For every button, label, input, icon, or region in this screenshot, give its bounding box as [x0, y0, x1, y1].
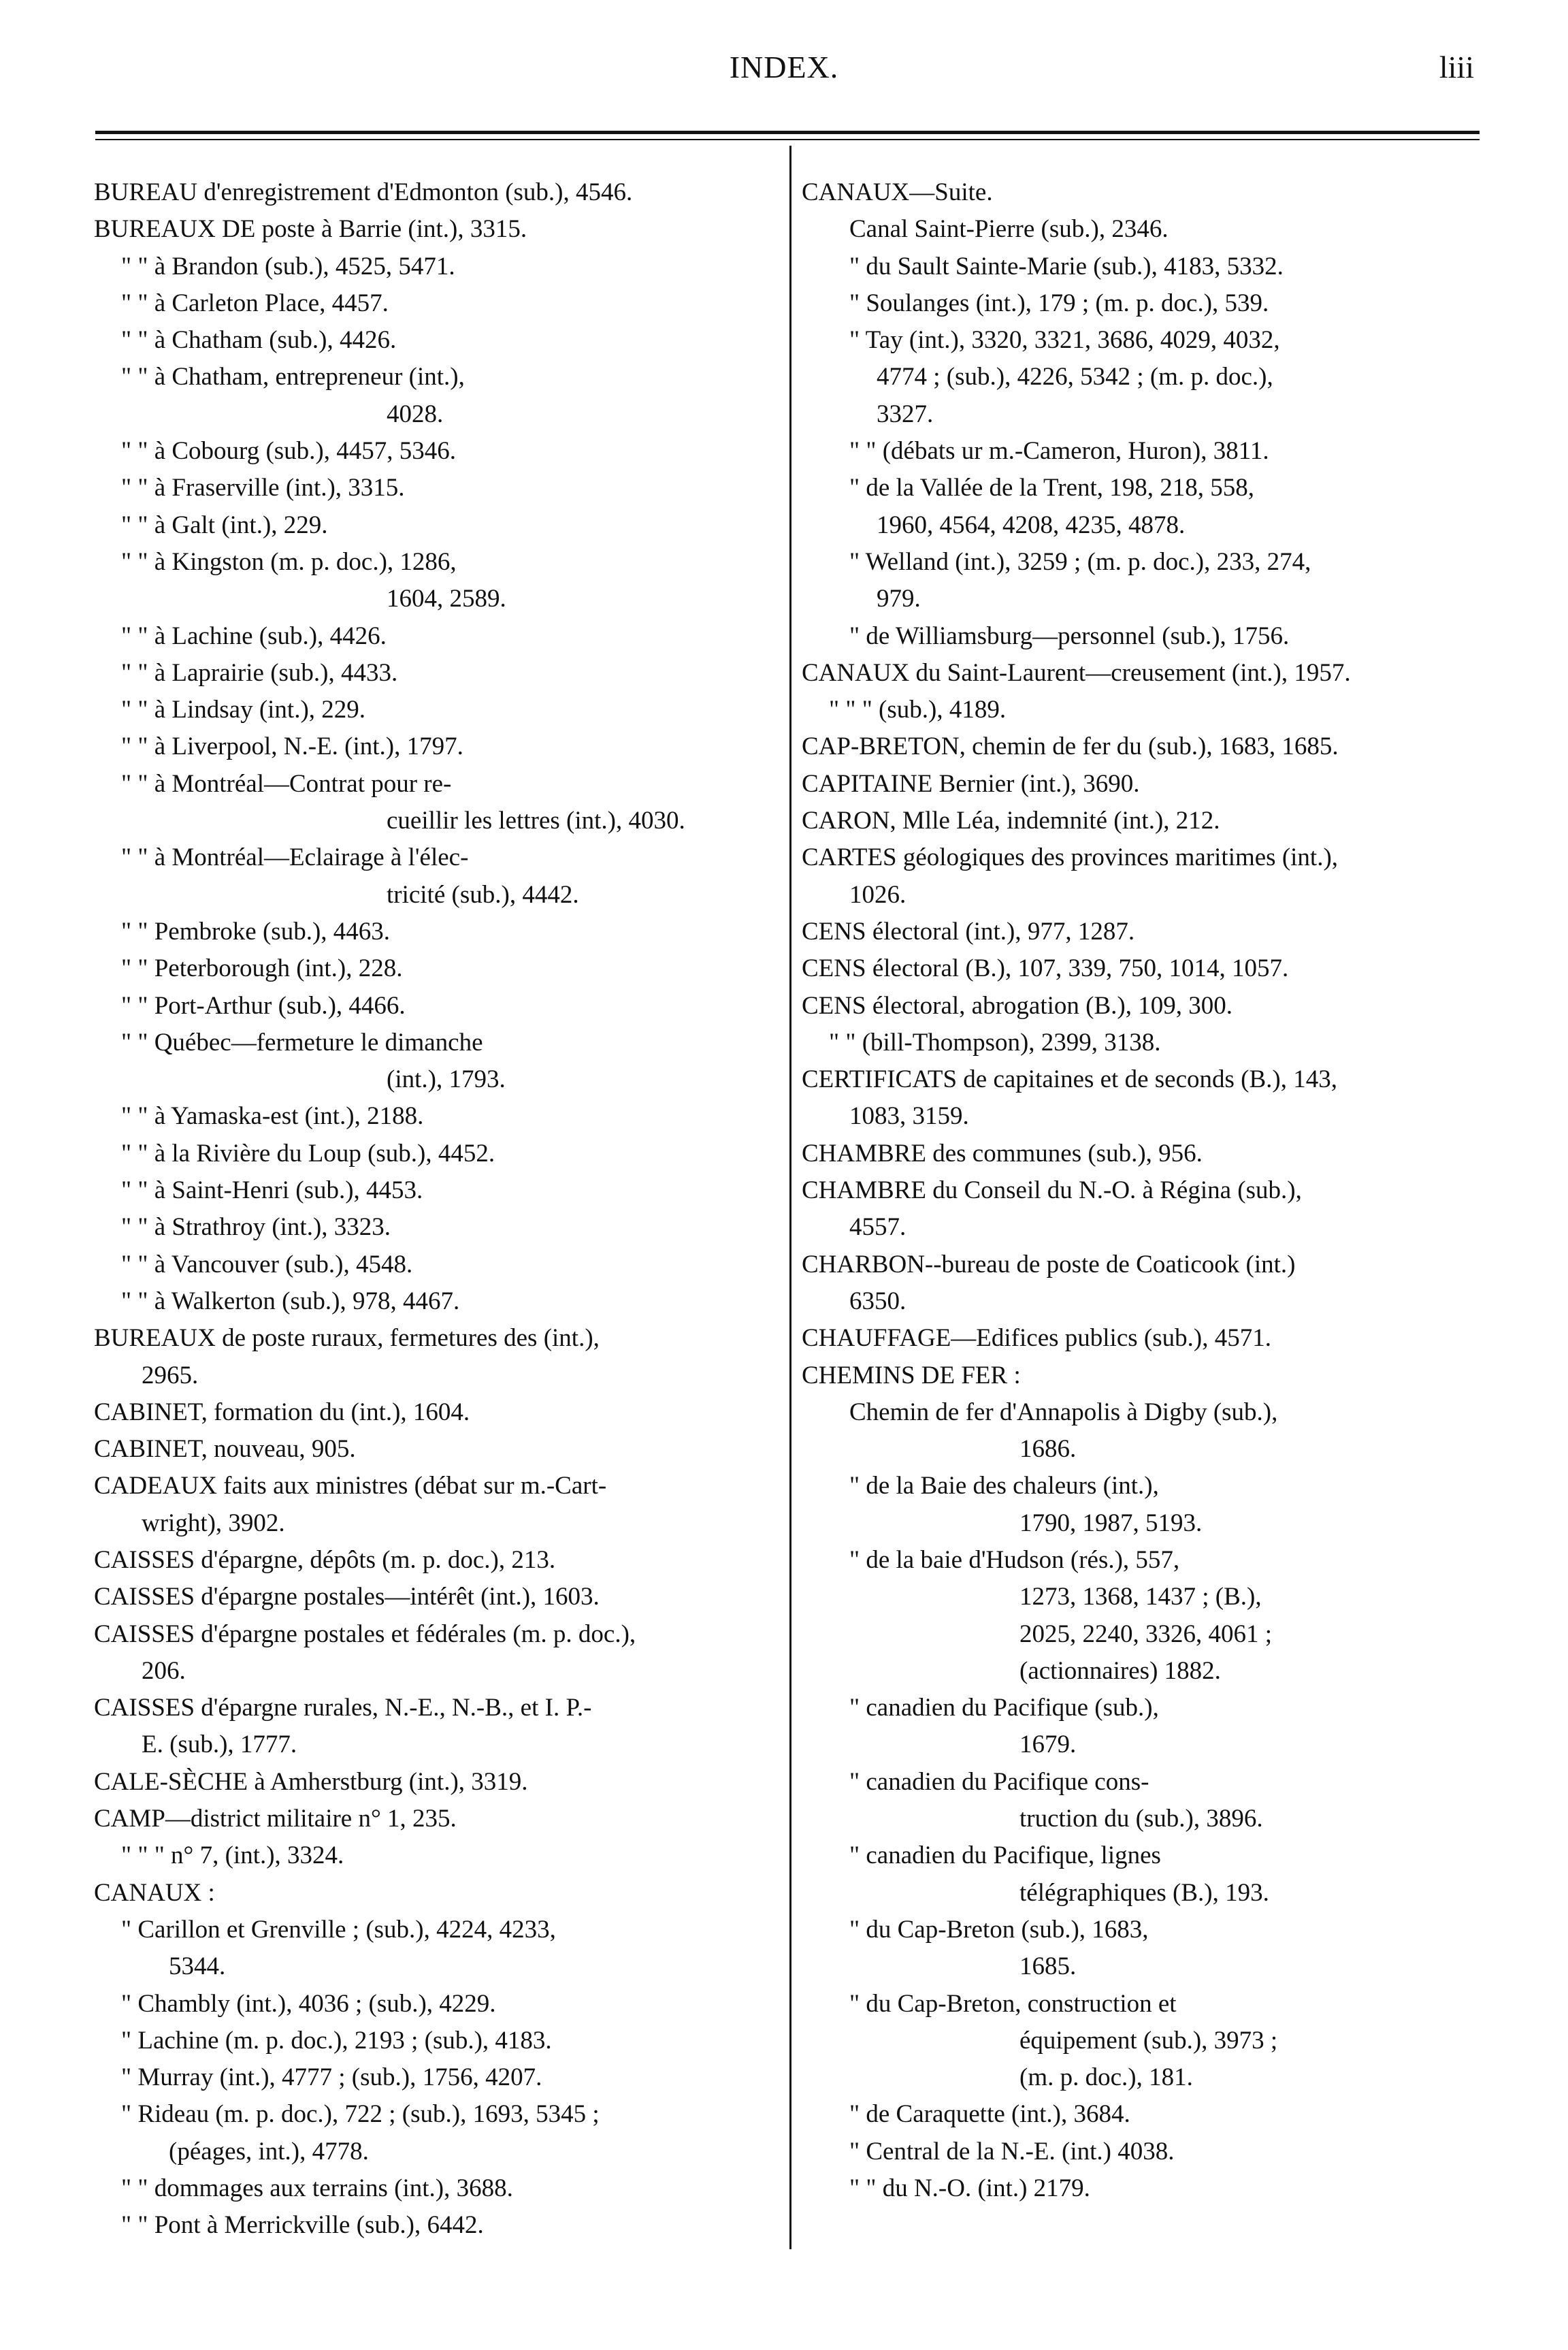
index-entry: 979.	[877, 585, 921, 613]
index-entry: 4557.	[849, 1213, 906, 1242]
index-entry: " canadien du Pacifique, lignes	[849, 1841, 1161, 1870]
left-column	[94, 174, 774, 2244]
index-entry: " " (débats ur m.-Cameron, Huron), 3811.	[849, 437, 1269, 466]
index-entry: BUREAUX de poste ruraux, fermetures des (int.),	[94, 1324, 600, 1353]
index-entry: " " " n° 7, (int.), 3324.	[121, 1841, 344, 1870]
index-entry: équipement (sub.), 3973 ;	[1019, 2026, 1278, 2055]
index-entry: " du Cap-Breton, construction et	[849, 1989, 1177, 2018]
index-entry: (actionnaires) 1882.	[1019, 1656, 1221, 1685]
index-entry: " " Pembroke (sub.), 4463.	[121, 917, 391, 946]
index-entry: 1685.	[1019, 1952, 1077, 1981]
index-entry: " " à Montréal—Eclairage à l'élec-	[121, 843, 469, 872]
index-entry: " " à Vancouver (sub.), 4548.	[121, 1250, 413, 1278]
index-entry: CAISSES d'épargne postales et fédérales (m. p. doc.),	[94, 1620, 636, 1648]
page-number: liii	[1439, 50, 1474, 84]
right-column	[802, 174, 1482, 2207]
index-entry: CAISSES d'épargne rurales, N.-E., N.-B., et I. P.-	[94, 1694, 592, 1722]
index-entry: " Lachine (m. p. doc.), 2193 ; (sub.), 4183.	[121, 2026, 552, 2055]
index-entry: CAMP—district militaire n° 1, 235.	[94, 1805, 457, 1833]
index-entry: 206.	[142, 1656, 186, 1685]
index-entry: Canal Saint-Pierre (sub.), 2346.	[849, 215, 1169, 244]
index-entry: CHAMBRE du Conseil du N.-O. à Régina (sub.),	[802, 1176, 1302, 1205]
index-entry: CARON, Mlle Léa, indemnité (int.), 212.	[802, 807, 1220, 835]
index-entry: tricité (sub.), 4442.	[387, 880, 579, 909]
index-entry: " " à Brandon (sub.), 4525, 5471.	[121, 252, 455, 280]
index-entry: 5344.	[169, 1952, 226, 1981]
index-entry: " Murray (int.), 4777 ; (sub.), 1756, 4207.	[121, 2063, 542, 2092]
index-entry: " " Pont à Merrickville (sub.), 6442.	[121, 2211, 484, 2240]
index-entry: télégraphiques (B.), 193.	[1019, 1878, 1269, 1907]
index-entry: " " à Lachine (sub.), 4426.	[121, 622, 387, 650]
index-entry: " " à Laprairie (sub.), 4433.	[121, 658, 398, 687]
index-entry: " " à Chatham, entrepreneur (int.),	[121, 363, 465, 391]
index-entry: BUREAU d'enregistrement d'Edmonton (sub.), 4546.	[94, 178, 633, 206]
index-entry: (int.), 1793.	[387, 1065, 506, 1094]
index-entry: " " à Chatham (sub.), 4426.	[121, 326, 397, 355]
index-entry: " Tay (int.), 3320, 3321, 3686, 4029, 4032,	[849, 326, 1280, 355]
index-entry: E. (sub.), 1777.	[142, 1731, 297, 1759]
index-entry: " " Port-Arthur (sub.), 4466.	[121, 991, 406, 1020]
index-entry: CENS électoral, abrogation (B.), 109, 300.	[802, 991, 1232, 1020]
index-entry: " Soulanges (int.), 179 ; (m. p. doc.), 539.	[849, 289, 1269, 317]
index-entry: " " à Kingston (m. p. doc.), 1286,	[121, 547, 457, 576]
index-entry: CHARBON--bureau de poste de Coaticook (int.)	[802, 1250, 1296, 1278]
index-entry: " de la Baie des chaleurs (int.),	[849, 1472, 1159, 1500]
index-entry: CABINET, nouveau, 905.	[94, 1435, 356, 1464]
index-entry: 1026.	[849, 880, 906, 909]
index-entry: CERTIFICATS de capitaines et de seconds (B.), 143,	[802, 1065, 1337, 1094]
index-entry: " Welland (int.), 3259 ; (m. p. doc.), 233, 274,	[849, 547, 1311, 576]
index-entry: " " à la Rivière du Loup (sub.), 4452.	[121, 1139, 495, 1168]
index-entry: Chemin de fer d'Annapolis à Digby (sub.),	[849, 1398, 1278, 1426]
index-entry: CAP-BRETON, chemin de fer du (sub.), 1683, 1685.	[802, 733, 1339, 761]
index-entry: " " Peterborough (int.), 228.	[121, 954, 403, 983]
index-entry: 1679.	[1019, 1731, 1077, 1759]
index-entry: 1604, 2589.	[387, 585, 506, 613]
index-entry: " " à Cobourg (sub.), 4457, 5346.	[121, 437, 457, 466]
index-entry: " Carillon et Grenville ; (sub.), 4224, 4233,	[121, 1915, 556, 1944]
index-entry: " " à Lindsay (int.), 229.	[121, 696, 366, 724]
index-entry: " Central de la N.-E. (int.) 4038.	[849, 2137, 1175, 2166]
index-entry: " de Williamsburg—personnel (sub.), 1756.	[849, 622, 1290, 650]
index-entry: (péages, int.), 4778.	[169, 2137, 369, 2166]
index-entry: CENS électoral (B.), 107, 339, 750, 1014, 1057.	[802, 954, 1289, 983]
index-entry: " canadien du Pacifique (sub.),	[849, 1694, 1159, 1722]
header-rule-thick	[95, 131, 1480, 134]
index-entry: " " à Galt (int.), 229.	[121, 511, 328, 539]
index-entry: CENS électoral (int.), 977, 1287.	[802, 917, 1135, 946]
index-entry: CAPITAINE Bernier (int.), 3690.	[802, 769, 1140, 798]
index-entry: " " à Liverpool, N.-E. (int.), 1797.	[121, 733, 463, 761]
index-entry: CHEMINS DE FER :	[802, 1361, 1021, 1389]
index-entry: 2965.	[142, 1361, 199, 1389]
index-entry: CHAMBRE des communes (sub.), 956.	[802, 1139, 1203, 1168]
index-entry: CANAUX :	[94, 1878, 215, 1907]
index-entry: " " Québec—fermeture le dimanche	[121, 1028, 483, 1057]
index-entry: 4774 ; (sub.), 4226, 5342 ; (m. p. doc.),	[877, 363, 1273, 391]
index-entry: " " à Carleton Place, 4457.	[121, 289, 389, 317]
index-entry: " " " (sub.), 4189.	[829, 696, 1007, 724]
index-entry: CANAUX—Suite.	[802, 178, 993, 206]
index-entry: CAISSES d'épargne postales—intérêt (int.), 1603.	[94, 1583, 600, 1611]
index-entry: " " à Fraserville (int.), 3315.	[121, 474, 405, 502]
index-entry: " " dommages aux terrains (int.), 3688.	[121, 2174, 513, 2203]
index-entry: " du Sault Sainte-Marie (sub.), 4183, 5332.	[849, 252, 1284, 280]
index-entry: " de la Vallée de la Trent, 198, 218, 558,	[849, 474, 1255, 502]
index-entry: CHAUFFAGE—Edifices publics (sub.), 4571.	[802, 1324, 1271, 1353]
index-entry: " Rideau (m. p. doc.), 722 ; (sub.), 1693, 5345 ;	[121, 2100, 600, 2129]
index-entry: 1960, 4564, 4208, 4235, 4878.	[877, 511, 1186, 539]
index-entry: 3327.	[877, 400, 934, 428]
index-entry: 1686.	[1019, 1435, 1077, 1464]
index-entry: CADEAUX faits aux ministres (débat sur m.-Cart-	[94, 1472, 607, 1500]
index-entry: CALE-SÈCHE à Amherstburg (int.), 3319.	[94, 1767, 528, 1796]
index-entry: CABINET, formation du (int.), 1604.	[94, 1398, 470, 1426]
index-entry: wright), 3902.	[142, 1509, 285, 1537]
index-entry: " de Caraquette (int.), 3684.	[849, 2100, 1130, 2129]
index-entry: " Chambly (int.), 4036 ; (sub.), 4229.	[121, 1989, 496, 2018]
index-entry: 1273, 1368, 1437 ; (B.),	[1019, 1583, 1262, 1611]
index-entry: " du Cap-Breton (sub.), 1683,	[849, 1915, 1149, 1944]
index-entry: (m. p. doc.), 181.	[1019, 2063, 1193, 2092]
index-entry: BUREAUX DE poste à Barrie (int.), 3315.	[94, 215, 527, 244]
column-divider	[789, 146, 791, 2249]
index-entry: CAISSES d'épargne, dépôts (m. p. doc.), 213.	[94, 1545, 556, 1574]
index-entry: cueillir les lettres (int.), 4030.	[387, 807, 685, 835]
index-entry: 6350.	[849, 1287, 906, 1315]
index-entry: " " à Walkerton (sub.), 978, 4467.	[121, 1287, 460, 1315]
index-entry: 1790, 1987, 5193.	[1019, 1509, 1203, 1537]
index-entry: " " du N.-O. (int.) 2179.	[849, 2174, 1090, 2203]
index-entry: " " à Montréal—Contrat pour re-	[121, 769, 452, 798]
index-entry: 1083, 3159.	[849, 1102, 969, 1131]
index-entry: " " (bill-Thompson), 2399, 3138.	[829, 1028, 1161, 1057]
index-entry: 2025, 2240, 3326, 4061 ;	[1019, 1620, 1273, 1648]
index-entry: CARTES géologiques des provinces maritimes (int.),	[802, 843, 1339, 872]
index-entry: CANAUX du Saint-Laurent—creusement (int.), 1957.	[802, 658, 1351, 687]
header-rule-thin	[95, 139, 1480, 140]
index-entry: " " à Yamaska-est (int.), 2188.	[121, 1102, 424, 1131]
page-title: INDEX.	[729, 50, 839, 84]
index-entry: " de la baie d'Hudson (rés.), 557,	[849, 1545, 1180, 1574]
index-entry: truction du (sub.), 3896.	[1019, 1805, 1263, 1833]
index-entry: " " à Saint-Henri (sub.), 4453.	[121, 1176, 423, 1205]
index-entry: " " à Strathroy (int.), 3323.	[121, 1213, 391, 1242]
index-entry: " canadien du Pacifique cons-	[849, 1767, 1149, 1796]
index-entry: 4028.	[387, 400, 444, 428]
